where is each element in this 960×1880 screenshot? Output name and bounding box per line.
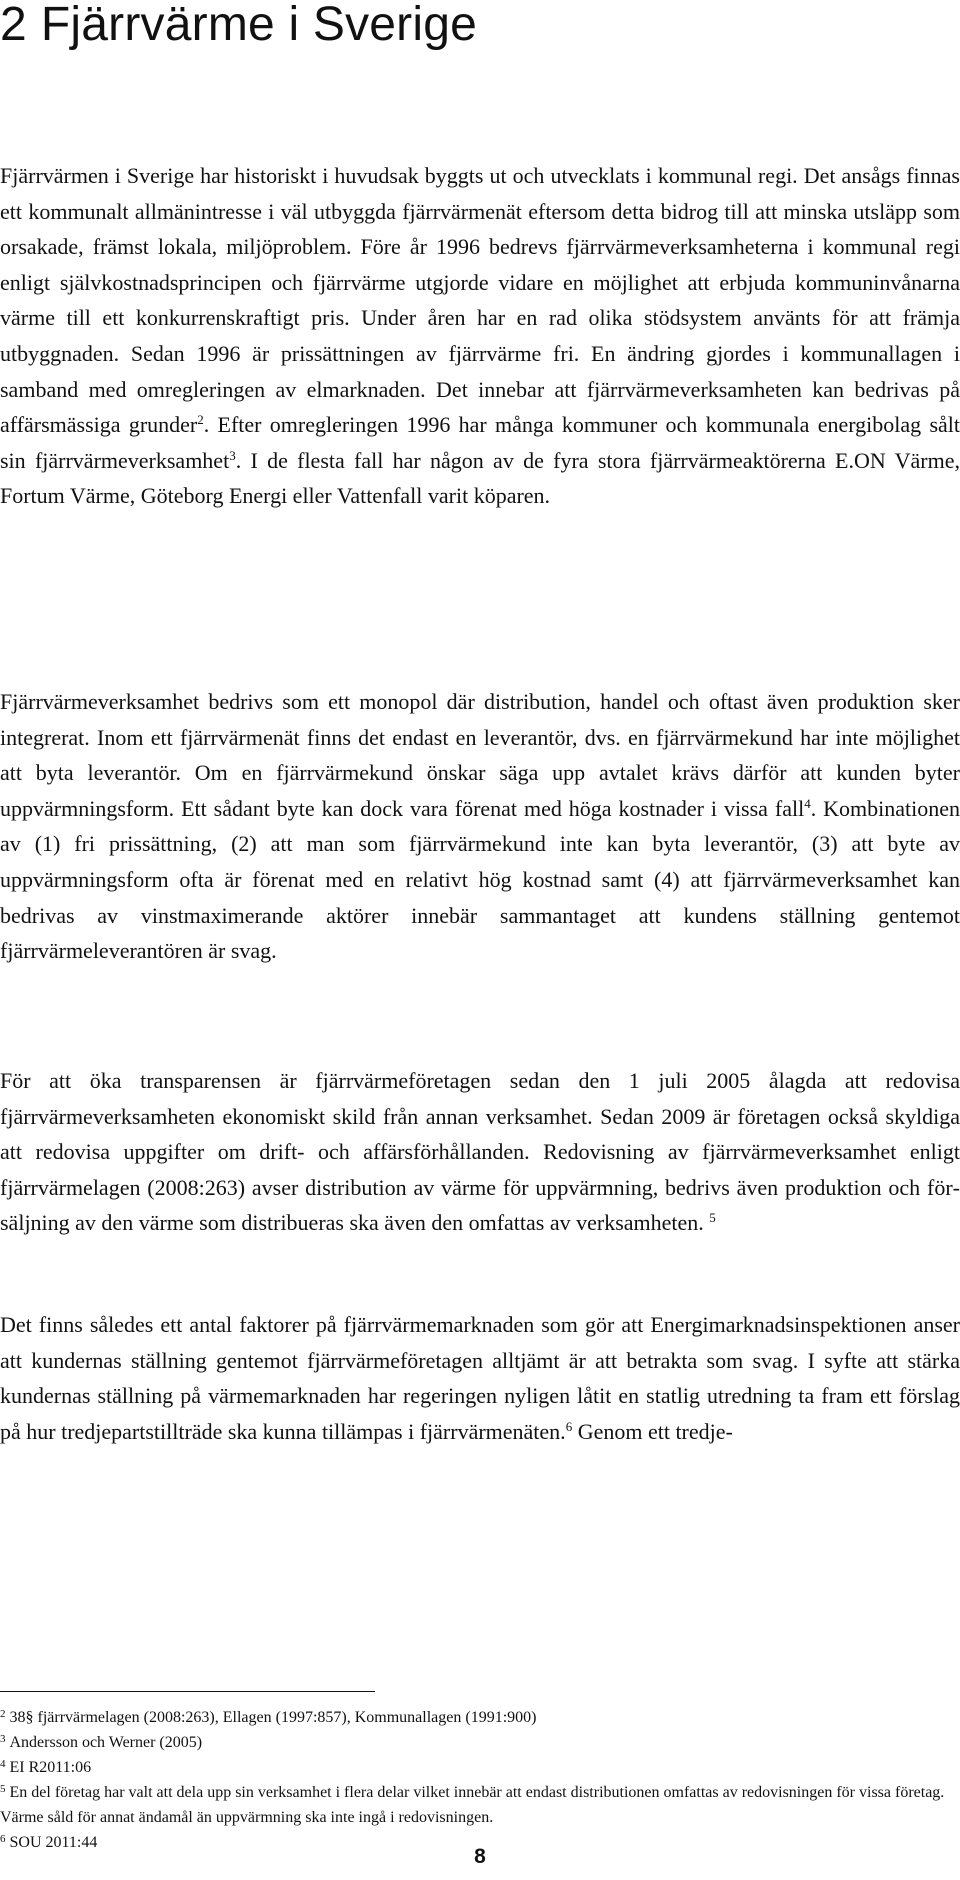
footnote-ref-6[interactable]: 6 <box>565 1418 573 1434</box>
paragraph-text: Det finns således ett antal faktorer på fjärrvärmemarknaden som gör att Energimarknadsinspektionen anser att kundernas ställning gentemot fjärrvärmeföretagen alltjämt är att betrakta som svag. I syfte att stärka kundernas ställning på värmemarknaden har regeringen nyligen låtit en statlig utredning ta fram ett förslag på hur tredjepartstillträde ska kunna tillämpas i fjärrvärmenäten. <box>0 1312 960 1444</box>
chapter-title: Fjärrvärme i Sverige <box>40 0 477 51</box>
paragraph-text: Fjärrvärmen i Sverige har historiskt i huvudsak byggts ut och utvecklats i kommunal regi. Det ansågs finnas ett kommunalt allmänintresse i väl utbyggda fjärrvärmenät eftersom detta bidrog till att minska utsläpp som orsakade, främst lokala, miljöproblem. Före år 1996 bedrevs fjärrvärmeverksamheterna i kommunal regi enligt självkostnadsprincipen och fjärrvärme utgjorde vidare en möjlighet att erbjuda kommuninvånarna värme till ett konkurrenskraftigt pris. Under åren har en rad olika stödsystem använts för att främja utbyggnaden. Sedan 1996 är prissättningen av fjärrvärme fri. En ändring gjordes i kommunallagen i samband med omregleringen av elmarknaden. Det innebar att fjärrvärmeverksamheten kan bedrivas på affärsmässiga grunder <box>0 163 960 438</box>
footnote-ref-5[interactable]: 5 <box>709 1210 716 1226</box>
body-paragraph-2 <box>0 684 960 969</box>
body-paragraph-4 <box>0 1307 960 1449</box>
footnote-text: Andersson och Werner (2005) <box>9 1734 203 1751</box>
footnote-text: En del företag har valt att dela upp sin verksamhet i flera delar vilket innebär att endast distributionen omfattas av redovisningen för vissa företag. Värme såld för annat ändamål än uppvärmning ska inte ingå i redovisningen. <box>0 1784 945 1826</box>
chapter-number: 2 <box>0 0 27 51</box>
footnote-ref-3[interactable]: 3 <box>229 447 236 463</box>
page-number: 8 <box>474 1845 486 1868</box>
footnote-number: 6 <box>0 1833 6 1845</box>
footnote-text: SOU 2011:44 <box>9 1834 98 1851</box>
footnote-ref-2[interactable]: 2 <box>197 412 204 428</box>
paragraph-text: . Kombinationen av (1) fri prissättning, (2) att man som fjärrvärmekund inte kan byta leverantör, (3) att byte av uppvärmningsform ofta är förenat med en relativt hög kostnad samt (4) att fjärrvärmeverksamhet kan bedrivas av vinstmaximerande aktörer innebär sammantaget att kundens ställning gentemot fjärrvärmeleverantören är svag. <box>0 795 960 964</box>
footnote-2 <box>0 1705 960 1730</box>
paragraph-text: . I de flesta fall har någon av de fyra stora fjärrvärmeaktörerna E.ON Värme, Fortum Värme, Göteborg Energi eller Vattenfall varit köparen. <box>0 447 960 509</box>
paragraph-text: . Efter omregleringen 1996 har många kommuner och kommunala energibolag sålt sin fjärrvärmeverksamhet <box>0 412 960 473</box>
footnote-ref-4[interactable]: 4 <box>804 795 811 811</box>
footnote-number: 5 <box>0 1783 6 1795</box>
footnote-number: 3 <box>0 1733 6 1745</box>
footnote-text: EI R2011:06 <box>9 1759 92 1776</box>
paragraph-text: Genom ett tredje- <box>572 1418 733 1444</box>
footnote-number: 2 <box>0 1708 6 1720</box>
footnote-3 <box>0 1730 960 1755</box>
chapter-heading <box>0 0 477 50</box>
paragraph-text: För att öka transparensen är fjärrvärmeföretagen sedan den 1 juli 2005 ålagda att redovisa fjärrvärmeverksamheten ekonomiskt skild från annan verksamhet. Sedan 2009 är företagen också skyldiga att redovisa uppgifter om drift- och affärsförhållanden. Redovisning av fjärrvärmeverksamhet enligt fjärrvärmelagen (2008:263) avser distribution av värme för uppvärmning, bedrivs även produktion och försäljning av den värme som distribueras ska även den omfattas av verksamheten. <box>0 1068 960 1236</box>
footnote-number: 4 <box>0 1758 6 1770</box>
footnote-text: 38§ fjärrvärmelagen (2008:263), Ellagen (1997:857), Kommunallagen (1991:900) <box>9 1709 537 1726</box>
footnote-4 <box>0 1755 960 1780</box>
footnote-separator <box>0 1691 375 1692</box>
body-paragraph-3 <box>0 1063 960 1241</box>
footnote-5 <box>0 1780 960 1830</box>
footnotes <box>0 1705 960 1855</box>
body-paragraph-1 <box>0 158 960 514</box>
paragraph-text: Fjärrvärmeverksamhet bedrivs som ett monopol där distribution, handel och oftast även produktion sker integrerat. Inom ett fjärrvärmenät finns det endast en leverantör, dvs. en fjärrvärmekund har inte möjlighet att byta leverantör. Om en fjärrvärmekund önskar säga upp avtalet krävs därför att kunden byter uppvärmningsform. Ett sådant byte kan dock vara förenat med höga kostnader i vissa fall <box>0 689 960 821</box>
